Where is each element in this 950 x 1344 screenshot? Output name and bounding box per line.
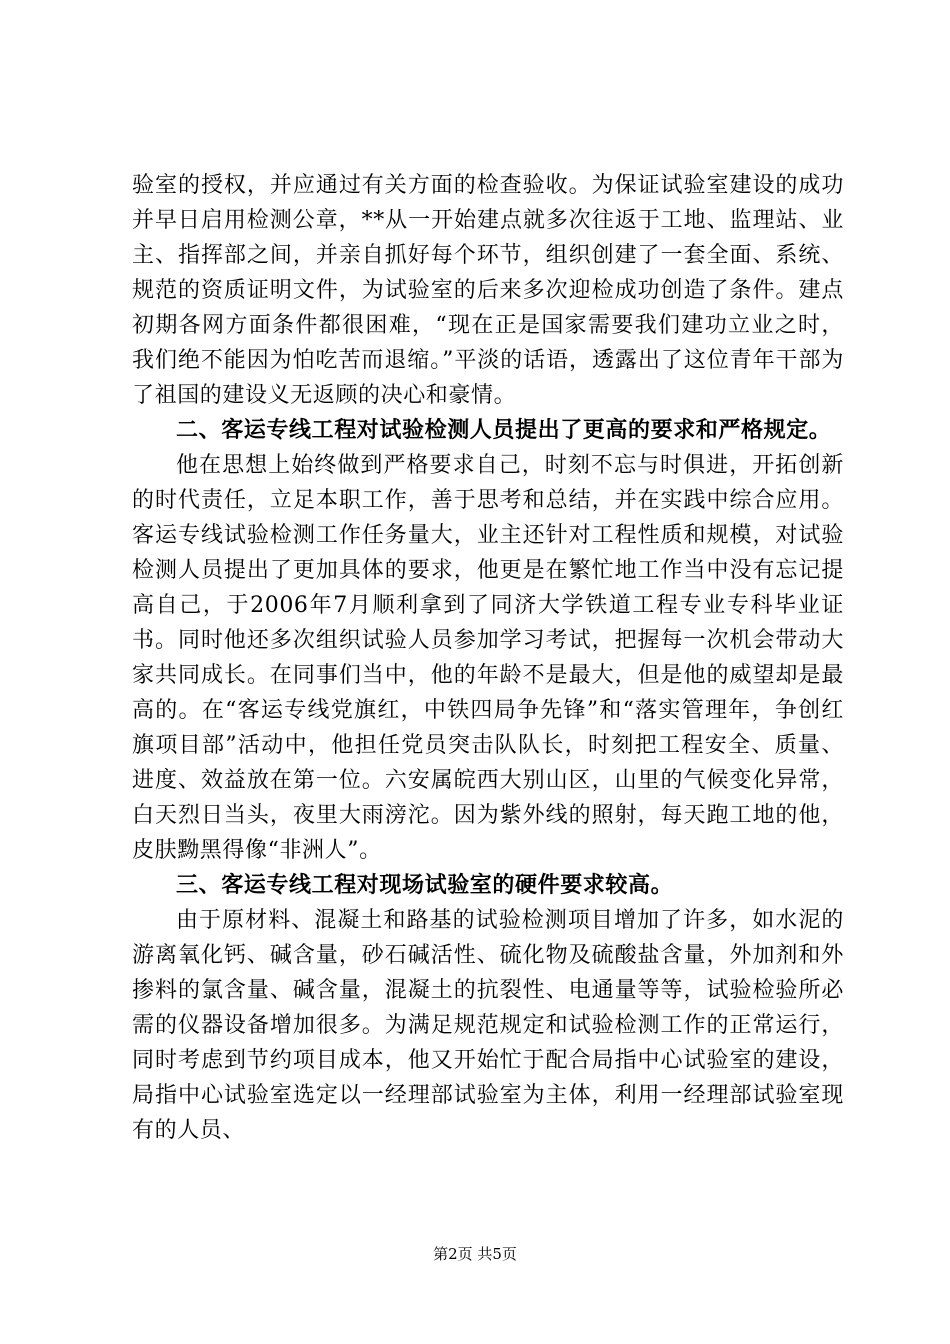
page-number: 第2页 共5页 xyxy=(433,1245,517,1263)
paragraph-section-3: 由于原材料、混凝土和路基的试验检测项目增加了许多，如水泥的游离氧化钙、碱含量，砂石碱活性、硫化物及硫酸盐含量，外加剂和外掺料的氯含量、碱含量，混凝土的抗裂性、电通量等等，试验检验所必需的仪器设备增加很多。为满足规范规定和试验检测工作的正常运行，同时考虑到节约项目成本，他又开始忙于配合局指中心试验室的建设，局指中心试验室选定以一经理部试验室为主体，利用一经理部试验室现有的人员、 xyxy=(132,908,844,1143)
section-heading-3: 三、客运专线工程对现场试验室的硬件要求较高。 xyxy=(176,872,674,898)
document-body xyxy=(132,168,844,1148)
section-heading-2: 二、客运专线工程对试验检测人员提出了更高的要求和严格规定。 xyxy=(176,417,832,443)
paragraph-continued: 验室的授权，并应通过有关方面的检查验收。为保证试验室建设的成功并早日启用检测公章，**从一开始建点就多次往返于工地、监理站、业主、指挥部之间，并亲自抓好每个环节，组织创建了一套全面、系统、规范的资质证明文件，为试验室的后来多次迎检成功创造了条件。建点初期各网方面条件都很困难，“现在正是国家需要我们建功立业之时，我们绝不能因为怕吃苦而退缩。”平淡的话语，透露出了这位青年干部为了祖国的建设义无返顾的决心和豪情。 xyxy=(132,173,844,408)
paragraph-section-2: 他在思想上始终做到严格要求自己，时刻不忘与时俱进，开拓创新的时代责任，立足本职工作，善于思考和总结，并在实践中综合应用。客运专线试验检测工作任务量大，业主还针对工程性质和规模，对试验检测人员提出了更加具体的要求，他更是在繁忙地工作当中没有忘记提高自己，于2006年7月顺利拿到了同济大学铁道工程专业专科毕业证书。同时他还多次组织试验人员参加学习考试，把握每一次机会带动大家共同成长。在同事们当中，他的年龄不是最大，但是他的威望却是最高的。在“客运专线党旗红，中铁四局争先锋”和“落实管理年，争创红旗项目部”活动中，他担任党员突击队队长，时刻把工程安全、质量、进度、效益放在第一位。六安属皖西大别山区，山里的气候变化异常，白天烈日当头，夜里大雨滂沱。因为紫外线的照射，每天跑工地的他，皮肤黝黑得像“非洲人”。 xyxy=(132,453,844,863)
page-footer xyxy=(0,1244,950,1264)
